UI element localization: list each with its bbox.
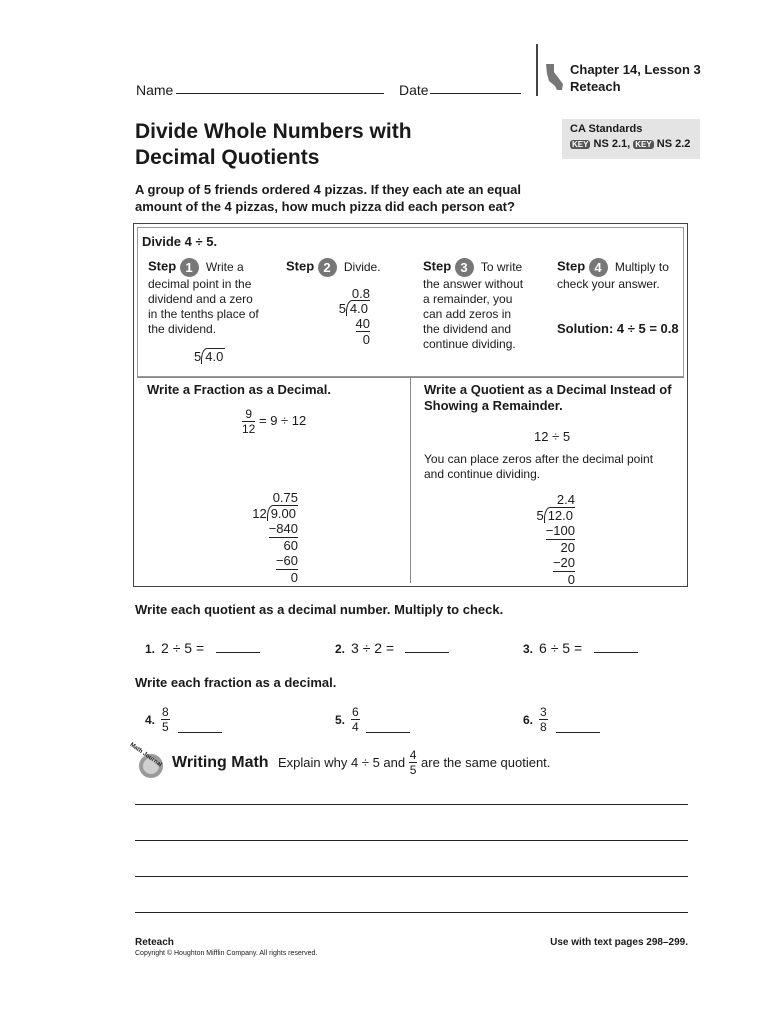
- date-line[interactable]: [430, 93, 521, 94]
- solution: Solution: 4 ÷ 5 = 0.8: [557, 321, 679, 336]
- step-2: [286, 258, 381, 277]
- standard-1: NS 2.1,: [593, 138, 631, 150]
- step-1-text: Write a: [205, 259, 244, 274]
- quotient-heading-2: Showing a Remainder.: [424, 398, 563, 413]
- exercise-item-3: 3. 6 ÷ 5 =: [523, 640, 583, 656]
- name-label: Name: [136, 82, 174, 98]
- step-4-label: Step: [557, 258, 586, 274]
- exercise-item-1: 1. 2 ÷ 5 =: [145, 640, 205, 656]
- step-1-text: the dividend.: [148, 322, 217, 336]
- step-2-text: Divide.: [343, 259, 381, 274]
- writing-math-prompt: Explain why 4 ÷ 5 and $\frac{4}{5}$ are the same quotient.: [278, 748, 551, 777]
- step-2-badge: 2: [318, 258, 337, 277]
- exercise-item-2: 2. 3 ÷ 2 =: [335, 640, 395, 656]
- step-4-text: check your answer.: [557, 277, 660, 291]
- footer-left: Reteach: [135, 937, 174, 948]
- exercise-1-heading: Write each quotient as a decimal number. Multiply to check.: [135, 602, 504, 617]
- answer-line-1[interactable]: [216, 652, 260, 653]
- standards-list: [570, 138, 690, 150]
- fraction-division: 0.75 12 9.00 −840 60 −60 0: [252, 490, 298, 585]
- step-3-text: the answer without: [423, 277, 524, 291]
- math-journal-badge: Math Journal: [128, 742, 163, 769]
- step-3-text: a remainder, you: [423, 292, 513, 306]
- step-1-text: decimal point in the: [148, 277, 252, 291]
- step-3-label: Step: [423, 258, 452, 274]
- date-label: Date: [399, 82, 429, 98]
- fraction-heading: Write a Fraction as a Decimal.: [147, 382, 331, 397]
- intro-line2: amount of the 4 pizzas, how much pizza did each person eat?: [135, 199, 515, 214]
- step-1-badge: 1: [180, 258, 199, 277]
- fraction-equation: $\frac{9}{12}$ = 9 ÷ 12: [242, 407, 307, 436]
- exercise-2-heading: Write each fraction as a decimal.: [135, 675, 337, 690]
- step-4: [557, 258, 685, 292]
- page-type: Reteach: [570, 79, 621, 94]
- answer-line-6[interactable]: [556, 732, 600, 733]
- writing-math-title: Writing Math: [172, 754, 269, 771]
- step-1-division: 5 4.0: [194, 349, 224, 364]
- step-3-text: the dividend and: [423, 322, 512, 336]
- standard-2: NS 2.2: [656, 138, 691, 150]
- step-1-label: Step: [148, 258, 177, 274]
- step-1-text: in the tenths place of: [148, 307, 259, 321]
- answer-line-4[interactable]: [178, 732, 222, 733]
- footer-right: Use with text pages 298–299.: [550, 937, 688, 948]
- quotient-problem: 12 ÷ 5: [534, 429, 571, 444]
- answer-line-2[interactable]: [405, 652, 449, 653]
- step-3-text: can add zeros in: [423, 307, 512, 321]
- intro-line1: A group of 5 friends ordered 4 pizzas. If they each ate an equal: [135, 182, 521, 197]
- quotient-division: 2.4 5 12.0 −100 20 −20 0: [536, 492, 575, 587]
- writing-line-3[interactable]: [135, 876, 688, 877]
- step-4-text: Multiply to: [614, 259, 669, 274]
- copyright: Copyright © Houghton Mifflin Company. All rights reserved.: [135, 950, 318, 957]
- california-icon: [544, 62, 566, 92]
- divide-heading: Divide 4 ÷ 5.: [142, 234, 218, 249]
- step-4-badge: 4: [589, 258, 608, 277]
- section-divider-v: [410, 378, 411, 583]
- name-line[interactable]: [176, 93, 384, 94]
- exercise-item-6: 6. $\frac{3}{8}$: [523, 705, 547, 734]
- writing-line-2[interactable]: [135, 840, 688, 841]
- header-divider: [536, 44, 538, 96]
- answer-line-3[interactable]: [594, 652, 638, 653]
- step-3-text: continue dividing.: [423, 337, 516, 351]
- writing-line-4[interactable]: [135, 912, 688, 913]
- step-2-label: Step: [286, 258, 315, 274]
- quotient-text-1: You can place zeros after the decimal point: [424, 452, 654, 466]
- key-icon: KEY: [635, 140, 652, 149]
- exercise-item-4: 4. $\frac{8}{5}$: [145, 705, 169, 734]
- answer-line-5[interactable]: [366, 732, 410, 733]
- quotient-text-2: and continue dividing.: [424, 467, 541, 481]
- step-3-text: To write: [480, 259, 523, 274]
- step-3: [423, 258, 548, 352]
- exercise-item-5: 5. $\frac{6}{4}$: [335, 705, 359, 734]
- step-1-text: dividend and a zero: [148, 292, 253, 306]
- standards-box: [562, 119, 700, 159]
- quotient-heading-1: Write a Quotient as a Decimal Instead of: [424, 382, 672, 397]
- key-icon: KEY: [572, 140, 589, 149]
- step-1: [148, 258, 278, 337]
- chapter-lesson: Chapter 14, Lesson 3: [570, 62, 701, 77]
- standards-title: CA Standards: [570, 123, 643, 135]
- writing-line-1[interactable]: [135, 804, 688, 805]
- step-3-badge: 3: [455, 258, 474, 277]
- page-title-line2: Decimal Quotients: [135, 146, 320, 169]
- page-title-line1: Divide Whole Numbers with: [135, 120, 412, 143]
- step-2-division: 0.8 5 4.0 40 0: [338, 286, 370, 347]
